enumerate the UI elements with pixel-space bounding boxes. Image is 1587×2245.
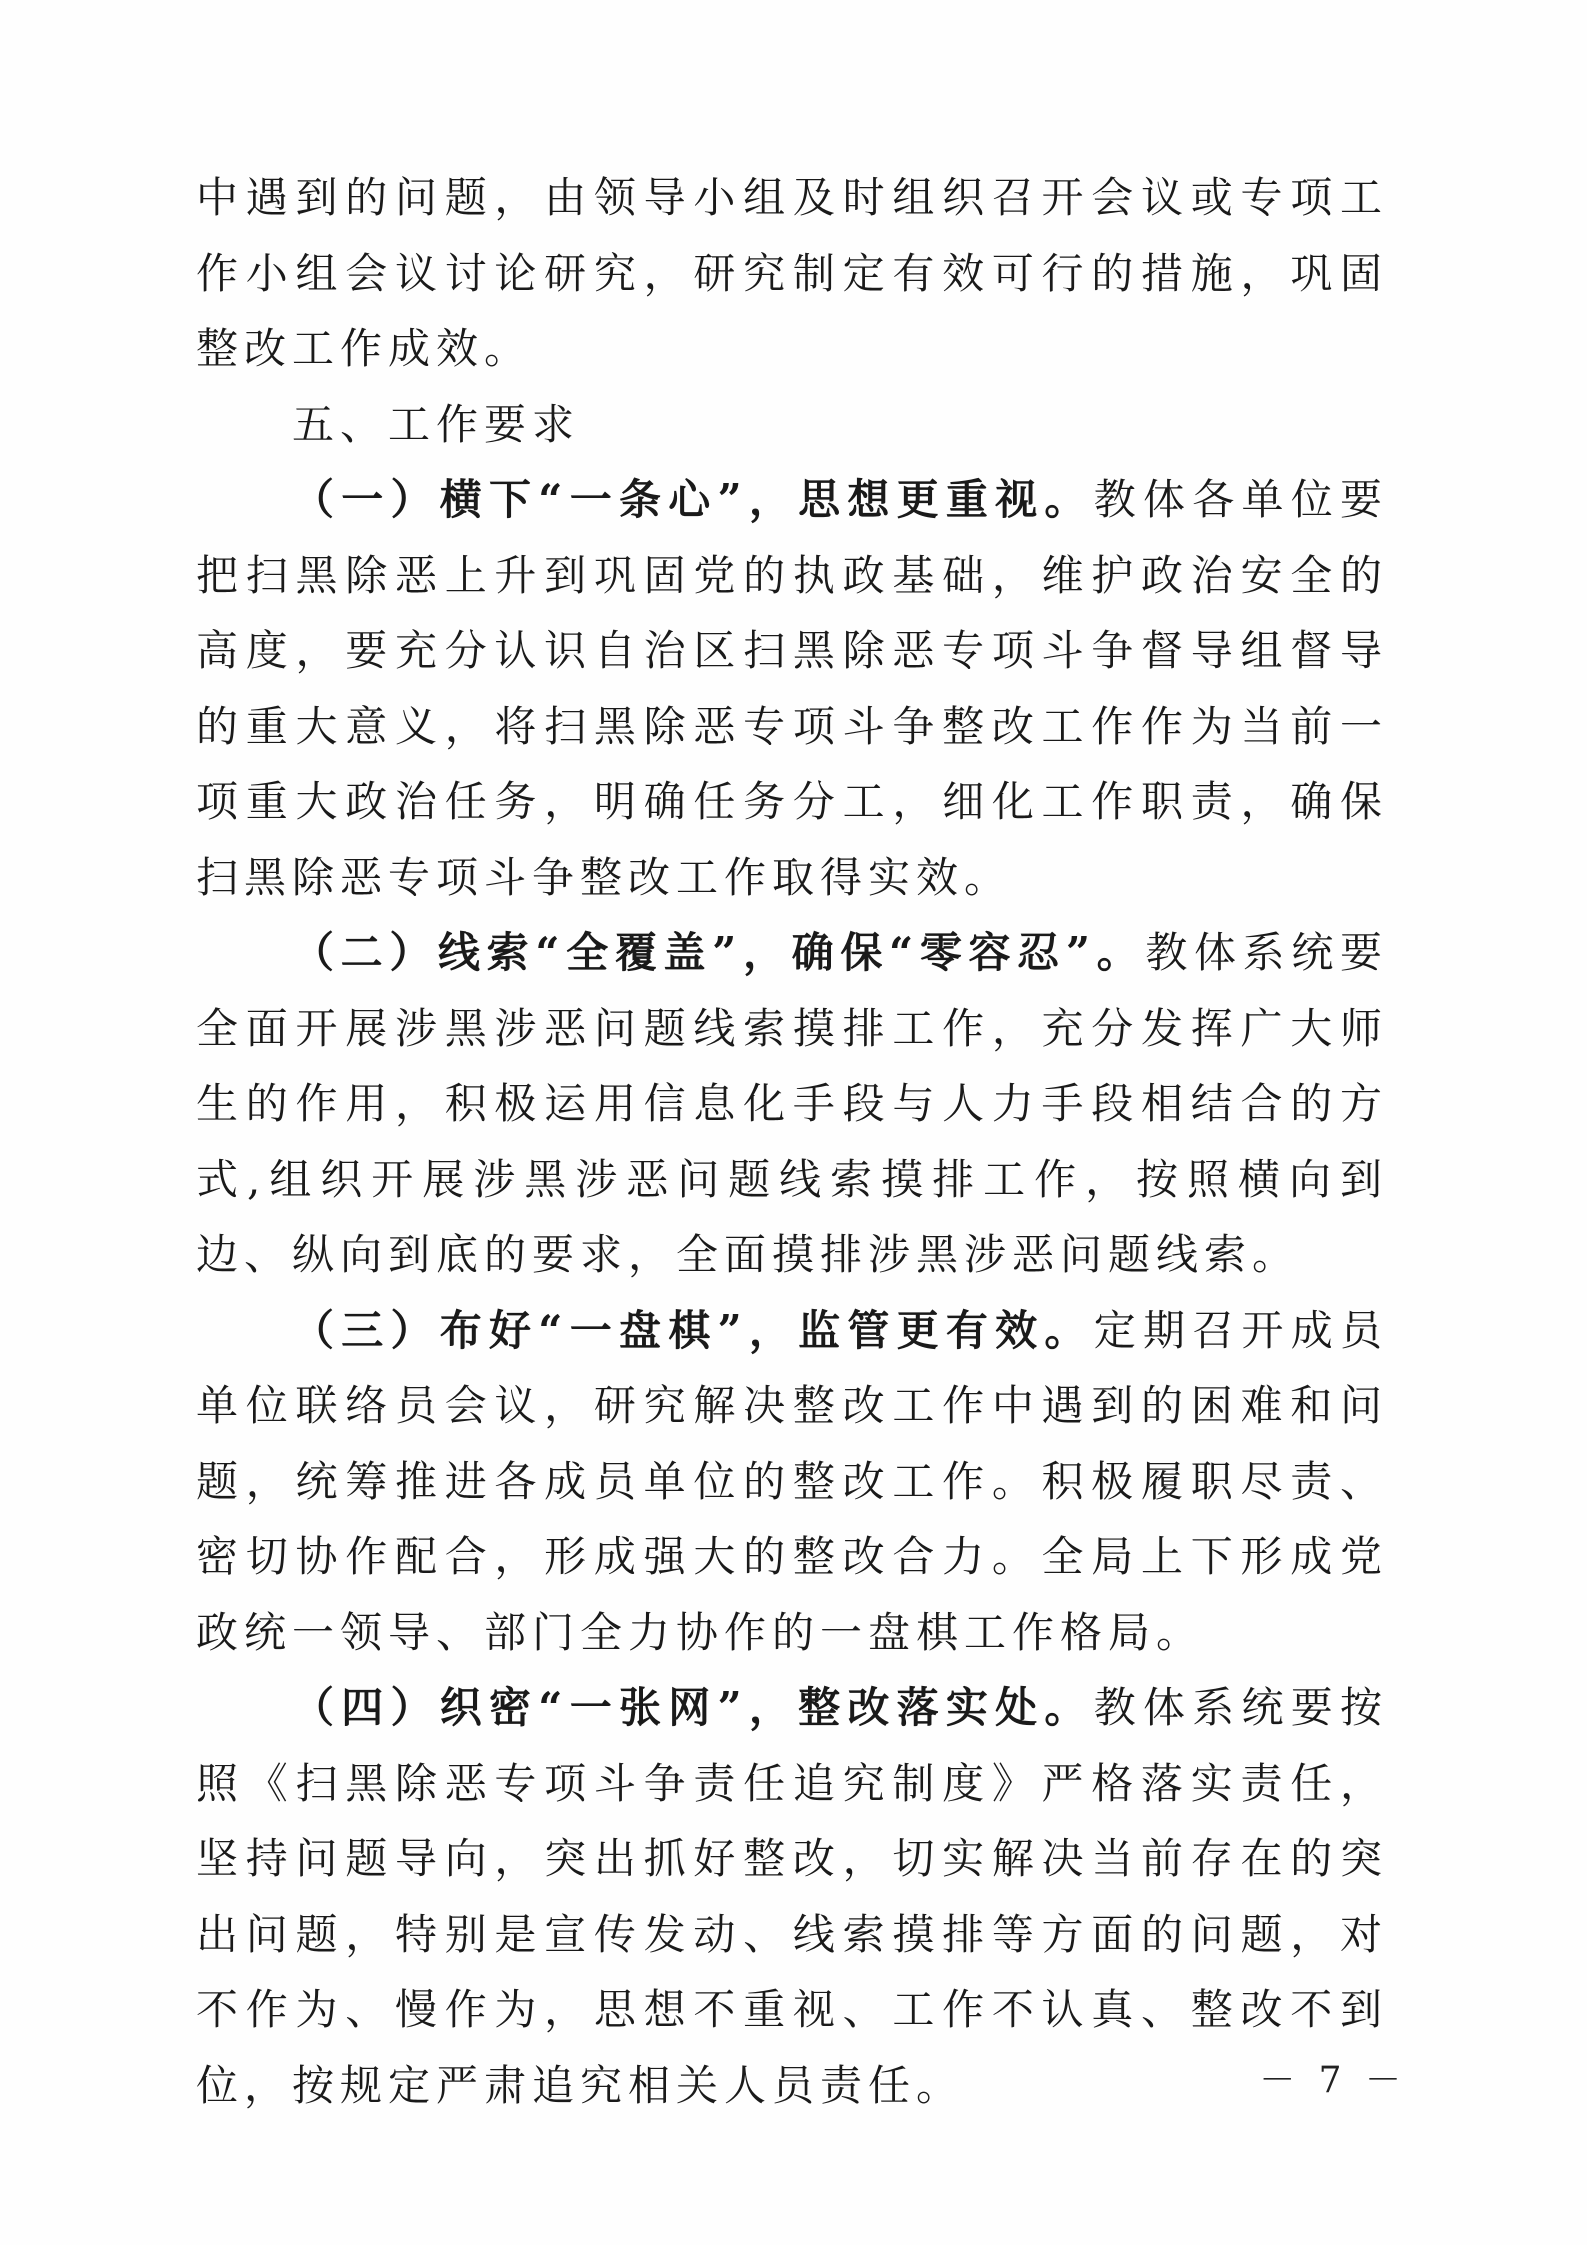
requirement-text-4: 教体系统要按照《扫黑除恶专项斗争责任追究制度》严格落实责任，坚持问题导向，突出抓好整改，切实解决当前存在的突出问题，特别是宣传发动、线索摸排等方面的问题，对不作为、慢作为，思想不重视、工作不认真、整改不到位，按规定严肃追究相关人员责任。 xyxy=(196,1683,1388,2110)
requirement-lead-3: （三）布好“一盘棋”，监管更有效。 xyxy=(292,1305,1094,1355)
continuation-paragraph: 中遇到的问题，由领导小组及时组织召开会议或专项工作小组会议讨论研究，研究制定有效可行的措施，巩固整改工作成效。 xyxy=(196,173,1388,373)
requirement-lead-2: （二）线索“全覆盖”，确保“零容忍”。 xyxy=(292,928,1146,977)
section-heading: 五、工作要求 xyxy=(292,399,581,449)
requirement-text-3: 定期召开成员单位联络员会议，研究解决整改工作中遇到的困难和问题，统筹推进各成员单位的整改工作。积极履职尽责、密切协作配合，形成强大的整改合力。全局上下形成党政统一领导、部门全力协作的一盘棋工作格局。 xyxy=(196,1305,1388,1657)
requirement-text-2: 教体系统要全面开展涉黑涉恶问题线索摸排工作，充分发挥广大师生的作用，积极运用信息化手段与人力手段相结合的方式,组织开展涉黑涉恶问题线索摸排工作，按照横向到边、纵向到底的要求，全面摸排涉黑涉恶问题线索。 xyxy=(196,928,1388,1279)
document-body xyxy=(196,160,1388,2123)
requirement-lead-4: （四）织密“一张网”，整改落实处。 xyxy=(292,1683,1094,1732)
requirement-lead-1: （一）横下“一条心”，思想更重视。 xyxy=(292,475,1094,524)
requirement-paragraph-3 xyxy=(196,1293,1388,1671)
requirement-paragraph-4 xyxy=(196,1670,1388,2123)
requirement-text-1: 教体各单位要把扫黑除恶上升到巩固党的执政基础，维护政治安全的高度，要充分认识自治区扫黑除恶专项斗争督导组督导的重大意义，将扫黑除恶专项斗争整改工作作为当前一项重大政治任务，明确任务分工，细化工作职责，确保扫黑除恶专项斗争整改工作取得实效。 xyxy=(196,475,1388,902)
page-number: － 7 － xyxy=(1259,2060,1407,2101)
requirement-paragraph-1 xyxy=(196,462,1388,915)
requirement-paragraph-2 xyxy=(196,915,1388,1293)
